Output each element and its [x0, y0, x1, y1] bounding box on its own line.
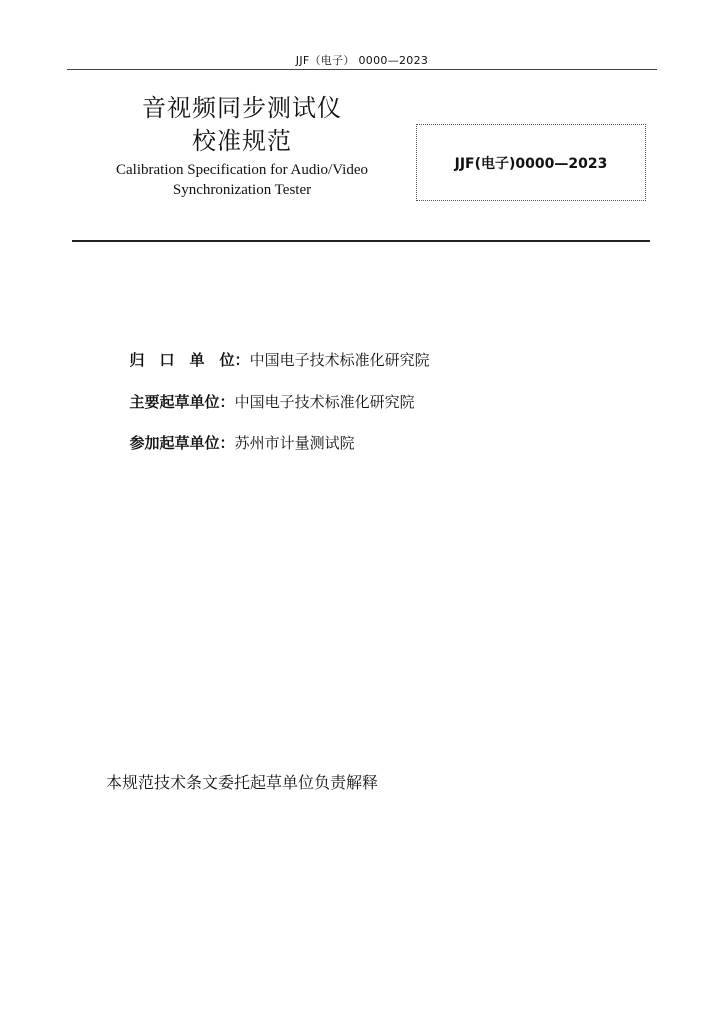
title-block	[96, 92, 388, 200]
main-rule	[72, 240, 650, 242]
code-text: JJF(电子)0000—2023	[454, 155, 608, 172]
unit-row-participating-drafter	[120, 414, 355, 453]
unit-value: 中国电子技术标准化研究院	[249, 351, 430, 369]
title-en-line2: Synchronization Tester	[172, 182, 312, 198]
header-rule	[67, 69, 657, 70]
code-box	[416, 124, 646, 201]
unit-value: 中国电子技术标准化研究院	[234, 393, 415, 411]
footer-note: 本规范技术条文委托起草单位负责解释	[106, 773, 379, 792]
unit-label: 参加起草单位：	[129, 434, 235, 452]
title-cn-line2: 校准规范	[192, 127, 292, 155]
unit-row-centralized	[120, 331, 430, 370]
unit-value: 苏州市计量测试院	[234, 434, 355, 452]
running-header: JJF（电子） 0000—2023	[295, 54, 429, 67]
title-cn-line1: 音视频同步测试仪	[142, 94, 342, 122]
unit-label: 归 口 单 位：	[129, 351, 250, 369]
unit-label: 主要起草单位：	[129, 393, 235, 411]
unit-row-main-drafter	[120, 373, 415, 412]
title-en-line1: Calibration Specification for Audio/Video	[116, 162, 368, 178]
